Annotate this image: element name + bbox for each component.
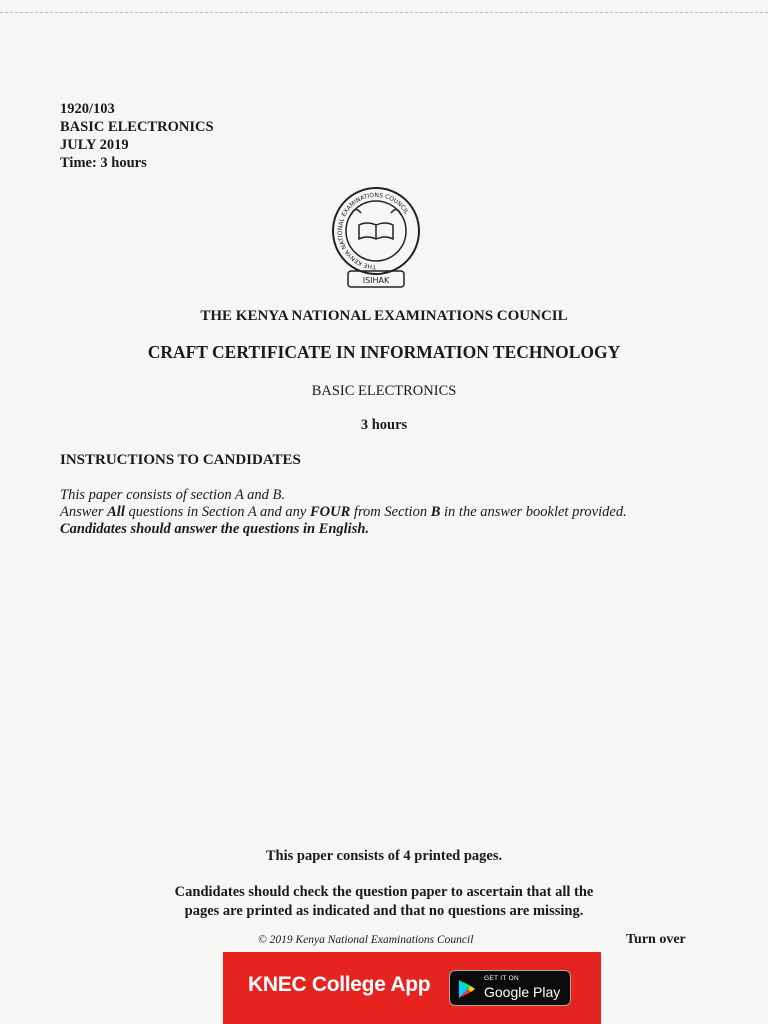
store-name-label: Google Play — [484, 984, 561, 1000]
instruction-line-2 — [60, 504, 627, 521]
instruction-text: questions in Section A and any — [124, 504, 310, 520]
paper-header — [60, 100, 214, 172]
instruction-emphasis: All — [107, 504, 125, 520]
app-name-label: KNEC College App — [248, 973, 431, 996]
instruction-text: in the answer booklet provided. — [440, 504, 627, 520]
instructions-heading: INSTRUCTIONS TO CANDIDATES — [60, 452, 301, 468]
seal-banner-text: ISIHAK — [362, 276, 390, 285]
instruction-line-3: Candidates should answer the questions in English. — [60, 521, 370, 537]
paper-date: JULY 2019 — [60, 137, 129, 153]
exam-duration: 3 hours — [360, 417, 408, 433]
seal-ring-text: THE KENYA NATIONAL EXAMINATIONS COUNCIL — [336, 191, 410, 271]
paper-time: Time: 3 hours — [60, 155, 147, 171]
google-play-button[interactable] — [449, 970, 571, 1006]
turn-over-note: Turn over — [626, 932, 686, 947]
paper-code: 1920/103 — [60, 101, 115, 117]
printed-pages-note: This paper consists of 4 printed pages. — [265, 848, 503, 864]
google-play-icon — [458, 979, 476, 999]
app-promo-banner[interactable] — [223, 952, 601, 1024]
get-it-on-label: GET IT ON — [484, 975, 519, 982]
subject-title: BASIC ELECTRONICS — [311, 383, 457, 399]
paper-subject: BASIC ELECTRONICS — [60, 119, 214, 135]
instruction-text: from Section — [350, 504, 431, 520]
copyright-notice: © 2019 Kenya National Examinations Council — [258, 934, 474, 946]
instruction-emphasis: FOUR — [310, 504, 351, 520]
instruction-emphasis: B — [430, 504, 441, 520]
instructions-body — [60, 487, 627, 538]
certificate-title: CRAFT CERTIFICATE IN INFORMATION TECHNOLOGY — [147, 342, 621, 362]
check-note-line-2: pages are printed as indicated and that no questions are missing. — [184, 903, 584, 919]
knec-seal-logo — [331, 185, 421, 295]
svg-text:THE KENYA NATIONAL EXAMINATION — [337, 192, 410, 270]
council-name: THE KENYA NATIONAL EXAMINATIONS COUNCIL — [200, 308, 568, 324]
check-note-line-1: Candidates should check the question paper to ascertain that all the — [174, 884, 594, 900]
instruction-text: Answer — [60, 504, 108, 520]
scan-edge-line — [0, 12, 768, 13]
check-note — [0, 883, 768, 921]
instruction-line-1: This paper consists of section A and B. — [60, 487, 286, 503]
